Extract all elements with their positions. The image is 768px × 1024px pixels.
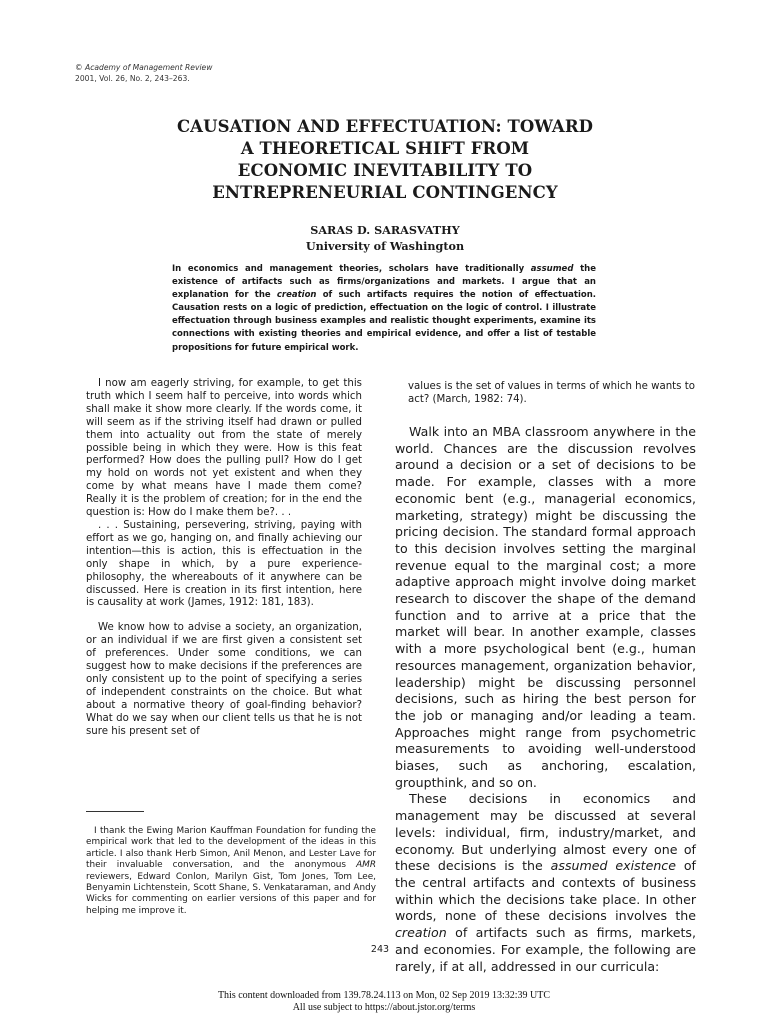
epigraph-march-end: values is the set of values in terms of which he wants to act? (March, 1982: 74). xyxy=(408,381,695,405)
author-name: SARAS D. SARASVATHY xyxy=(310,223,460,237)
title-line: CAUSATION AND EFFECTUATION: TOWARD xyxy=(176,117,594,136)
author-block xyxy=(240,222,530,254)
left-column xyxy=(86,378,362,738)
volume-info: 2001, Vol. 26, No. 2, 243–263. xyxy=(75,74,190,83)
acknowledgement-footnote: I thank the Ewing Marion Kauffman Foundation for funding the empirical work that led to the development of the ideas in this article. I also thank Herb Simon, Anil Menon, and Lester Lave for their invaluable conversation, and the anonymous AMR reviewers, Edward Conlon, Marilyn Gist, Tom Jones, Tom Lee, Benyamin Lichtenstein, Scott Shane, S. Venkataraman, and Andy Wicks for commenting on earlier versions of this paper and for helping me improve it. xyxy=(86,826,376,916)
abstract: In economics and management theories, scholars have traditionally assumed the existence of artifacts such as firms/organizations and markets. I argue that an explanation for the creation of such artifacts requires the notion of effectuation. Causation rests on a logic of prediction, effectuation on the logic of control. I illustrate effectuation through business examples and realistic thought experiments, examine its connections with existing theories and empirical evidence, and offer a list of testable propositions for future empirical work. xyxy=(172,264,596,353)
body-paragraph: Walk into an MBA classroom anywhere in the world. Chances are the discussion revolves around a decision or a set of decisions to be made. For example, classes with a more economic bent (e.g., managerial economics, marketing, strategy) might be discussing the pricing decision. The standard formal approach to this decision involves setting the marginal revenue equal to the marginal cost; a more adaptive approach might involve doing market research to discover the shape of the demand function and to arrive at a price that the market will bear. In another example, classes with a more psychological bent (e.g., human resources management, organization behavior, leadership) might be discussing personnel decisions, such as hiring the best person for the job or managing and/or leading a team. Approaches might range from psychometric measurements to avoiding well-understood biases, such as anchoring, escalation, groupthink, and so on. xyxy=(395,424,696,790)
epigraph-james-1: I now am eagerly striving, for example, to get this truth which I seem half to perceive, into words which shall make it show more clearly. If the words come, it will seem as if the striving itself had drawn or pulled them into actuality out from the state of merely possible being in which they were. How is this feat performed? How does the pulling pull? How do I get my hold on words not yet existent and when they come by what means have I made them come? Really it is the problem of creation; for in the end the question is: How do I make them be?. . . xyxy=(86,378,362,519)
article-title xyxy=(140,116,630,204)
page-number: 243 xyxy=(370,944,390,955)
epigraph-james-2: . . . Sustaining, persevering, striving, paying with effort as we go, hanging on, and finally achieving our intention—this is action, this is effectuation in the only shape in which, by a pure experience-philosophy, the whereabouts of it anywhere can be discussed. Here is creation in its first intention, here is causality at work (James, 1912: 181, 183). xyxy=(86,519,362,609)
title-line: ECONOMIC INEVITABILITY TO xyxy=(237,161,533,180)
footnote-divider xyxy=(86,811,144,812)
journal-citation: © Academy of Management Review 2001, Vol. 26, No. 2, 243–263. xyxy=(75,63,213,83)
journal-name: Academy of Management Review xyxy=(85,63,213,72)
terms-link[interactable]: All use subject to https://about.jstor.org/terms xyxy=(292,1002,476,1013)
download-info: This content downloaded from 139.78.24.113 on Mon, 02 Sep 2019 13:32:39 UTC xyxy=(217,990,551,1001)
author-affiliation: University of Washington xyxy=(305,239,465,253)
download-notice xyxy=(0,990,768,1014)
epigraph-march: We know how to advise a society, an organization, or an individual if we are first given a consistent set of preferences. Under some conditions, we can suggest how to make decisions if the preferences are only consistent up to the point of specifying a series of independent constraints on the choice. But what about a normative theory of goal-finding behavior? What do we say when our client tells us that he is not sure his present set of xyxy=(86,622,362,737)
title-line: A THEORETICAL SHIFT FROM xyxy=(240,139,530,158)
title-line: ENTREPRENEURIAL CONTINGENCY xyxy=(212,183,558,202)
right-column xyxy=(395,424,696,975)
body-paragraph: These decisions in economics and management may be discussed at several levels: individual, firm, industry/market, and economy. But underlying almost every one of these decisions is the assumed existence of the central artifacts and contexts of business within which the decisions take place. In other words, none of these decisions involves the creation of artifacts such as firms, markets, and economies. For example, the following are rarely, if at all, addressed in our curricula: xyxy=(395,791,696,974)
